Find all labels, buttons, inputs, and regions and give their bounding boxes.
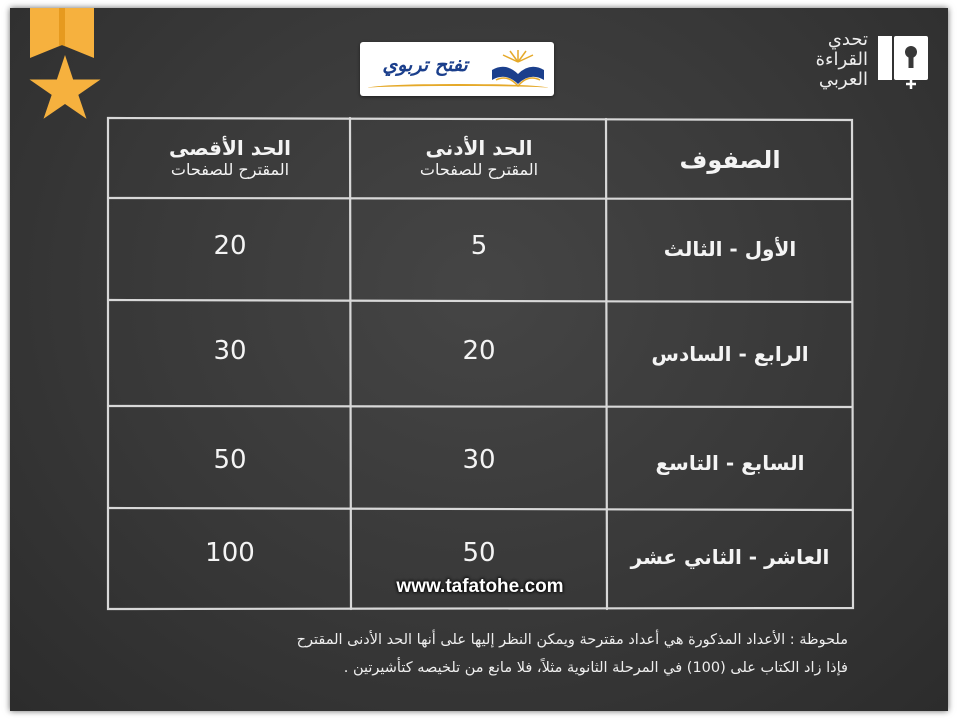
chalkboard bbox=[10, 8, 948, 711]
header-max-title: الحد الأقصى bbox=[168, 136, 292, 160]
table-row-min: 5 bbox=[470, 231, 488, 261]
header-max-subtitle: المقترح للصفحات bbox=[170, 160, 290, 179]
footnote-line: ملحوظة : الأعداد المذكورة هي أعداد مقترحة ويمكن النظر إليها على أنها الحد الأدنى المقترح bbox=[296, 632, 848, 648]
table-row-min: 30 bbox=[462, 445, 496, 475]
brand-title-line: العربي bbox=[818, 69, 868, 90]
table-row-grades: العاشر - الثاني عشر bbox=[630, 545, 830, 569]
header-max bbox=[110, 136, 350, 180]
table-row-min: 20 bbox=[462, 336, 496, 366]
footnote-line: فإذا زاد الكتاب على (100) في المرحلة الثانوية مثلاً، فلا مانع من تلخيصه كتأشيرتين . bbox=[343, 660, 848, 676]
logo-text: تفتح تربوي bbox=[382, 54, 468, 76]
table-row-max: 50 bbox=[213, 445, 247, 475]
brand-title-line: القراءة bbox=[815, 49, 868, 70]
header-min-title: الحد الأدنى bbox=[425, 136, 533, 160]
table-row-max: 20 bbox=[213, 231, 247, 261]
brand-title-line: تحدي bbox=[827, 29, 868, 50]
table-row-max: 30 bbox=[213, 336, 247, 366]
table-row-max: 100 bbox=[205, 538, 255, 568]
header-min-subtitle: المقترح للصفحات bbox=[419, 160, 539, 179]
footnote bbox=[120, 626, 848, 682]
header-grades: الصفوف bbox=[679, 146, 781, 174]
website-url: www.tafatohe.com bbox=[396, 576, 564, 597]
table-row-grades: الرابع - السادس bbox=[651, 342, 809, 366]
table-row-grades: السابع - التاسع bbox=[655, 451, 805, 475]
header-min bbox=[352, 136, 606, 180]
table-row-min: 50 bbox=[462, 538, 496, 568]
table-row-grades: الأول - الثالث bbox=[663, 237, 797, 261]
